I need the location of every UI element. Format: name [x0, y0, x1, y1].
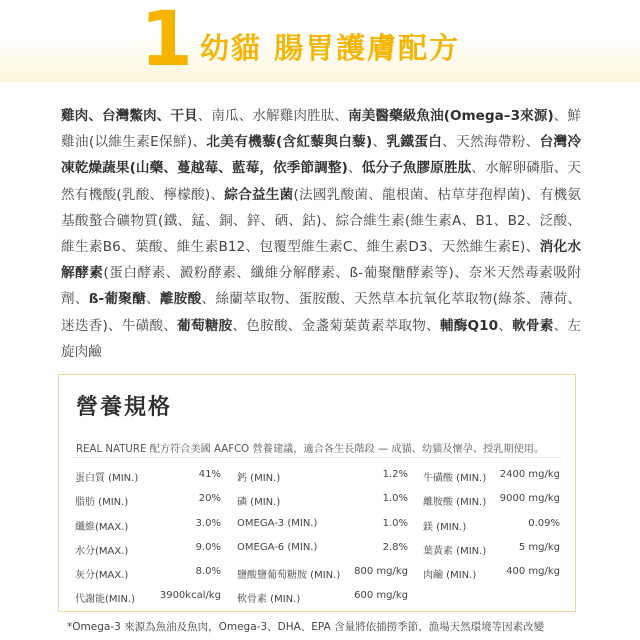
- ingredient-highlight: 軟骨素: [512, 317, 554, 334]
- ingredient-list: [61, 103, 581, 365]
- nutrient-name: 鎂 (MIN.): [423, 521, 467, 533]
- ingredient-text: 、: [372, 134, 387, 151]
- nutrient-value: 0.09%: [528, 517, 560, 529]
- ingredient-text: 、天然海帶粉、: [442, 134, 540, 151]
- nutrient-name: 水分(MAX.): [75, 545, 129, 557]
- ingredient-text: (法國乳酸菌、龍根菌、枯草芽孢桿菌)、有機氨基酸螯合礦物質(鐵、錳、銅、鋅、硒、鈷)、綜合維生素(維生素A、B1、B2、泛酸、維生素B6、葉酸、維生素B12、包覆型維生素C、維生素D3、天然維生素E)、: [61, 186, 582, 256]
- nutrient-value: 1.0%: [382, 493, 408, 505]
- nutrient-value: 20%: [198, 493, 221, 505]
- ingredient-highlight: 雞肉、: [61, 108, 103, 124]
- nutrient-value: 2.8%: [382, 541, 408, 553]
- nutrient-name: 離胺酸 (MIN.): [423, 497, 487, 509]
- ingredient-text: 、水解卵磷脂、天然有機酸(乳酸、檸檬酸)、: [61, 160, 582, 203]
- nutrient-value: 1.0%: [382, 517, 408, 529]
- nutrition-title: 營養規格: [76, 395, 173, 420]
- ingredient-highlight: 南美醫藥級魚油(Omega–3來源): [348, 108, 554, 124]
- nutrient-name: 葉黃素 (MIN.): [423, 545, 487, 557]
- nutrition-row: [75, 586, 565, 610]
- ingredient-highlight: 干貝: [170, 108, 198, 124]
- nutrient-name: 磷 (MIN.): [237, 497, 281, 509]
- ingredient-highlight: 輔酶Q10: [439, 317, 499, 334]
- ingredient-text: (蛋白酵素、澱粉酵素、纖維分解酵素、ß-葡聚醣酵素等)、奈米天然毒素吸附劑、: [61, 265, 582, 308]
- nutrition-description: REAL NATURE 配方符合美國 AAFCO 營養建議，適合各生長階段 — 成貓、幼貓及懷孕、授乳期使用。: [76, 444, 545, 455]
- ingredient-highlight: 台灣鱉肉、: [102, 108, 171, 124]
- nutrient-value: 3.0%: [195, 517, 221, 529]
- nutrient-name: 代謝能(MIN.): [75, 594, 136, 606]
- ingredient-highlight: 低分子魚膠原胜肽: [361, 160, 472, 177]
- nutrition-row: [75, 538, 565, 562]
- ingredient-highlight: 綜合益生菌: [224, 186, 294, 203]
- ingredient-highlight: 乳鐵蛋白: [386, 134, 443, 151]
- ingredient-text: 、南瓜、水解雞肉胜肽、: [197, 108, 349, 124]
- nutrient-name: OMEGA-6 (MIN.): [237, 541, 318, 553]
- formula-number: 1: [140, 0, 193, 83]
- nutrient-value: 2400 mg/kg: [499, 469, 560, 480]
- nutrient-name: 脂肪 (MIN.): [75, 497, 129, 509]
- ingredient-text: 、: [146, 291, 160, 308]
- ingredient-highlight: 北美有機藜(含紅藜與白藜): [206, 134, 373, 151]
- nutrition-row: [75, 562, 565, 586]
- nutrient-value: 8.0%: [195, 566, 221, 578]
- ingredient-text: 、色胺酸、金盞菊葉黃素萃取物、: [232, 317, 440, 334]
- nutrient-name: 鈣 (MIN.): [237, 473, 281, 484]
- nutrient-name: 灰分(MAX.): [75, 570, 129, 582]
- ingredient-highlight: ß-葡聚醣: [88, 291, 147, 308]
- nutrition-row: [75, 514, 565, 538]
- ingredient-text: 、: [347, 160, 362, 177]
- ingredient-text: 、絲蘭萃取物、蛋胺酸、天然草本抗氧化萃取物(綠茶、薄荷、迷迭香)、牛磺酸、: [61, 291, 582, 334]
- formula-title: 幼貓 腸胃護膚配方: [200, 31, 461, 65]
- nutrient-name: OMEGA-3 (MIN.): [237, 517, 318, 529]
- ingredient-highlight: 台灣冷凍乾燥蔬果(山藥、蔓越莓、藍莓，依季節調整): [61, 134, 582, 177]
- nutrition-table: [75, 465, 565, 611]
- nutrient-value: 3900kcal/kg: [159, 590, 221, 602]
- nutrient-value: 800 mg/kg: [354, 566, 408, 578]
- nutrient-value: 9.0%: [195, 541, 221, 553]
- nutrient-value: 600 mg/kg: [354, 590, 408, 602]
- nutrient-value: 1.2%: [382, 469, 408, 480]
- ingredient-highlight: 消化水解酵素: [61, 239, 581, 282]
- ingredient-text: 、: [498, 317, 513, 334]
- nutrient-value: 41%: [198, 469, 221, 480]
- nutrient-name: 肉鹼 (MIN.): [423, 570, 477, 582]
- nutrient-value: 5 mg/kg: [518, 541, 560, 553]
- nutrient-name: 纖維(MAX.): [75, 521, 129, 533]
- footnote: *Omega-3 來源為魚油及魚肉，Omega-3、DHA、EPA 含量將依捕撈季節、漁場天然環境等因素改變: [67, 621, 545, 633]
- nutrient-value: 9000 mg/kg: [499, 493, 560, 505]
- ingredient-text: 、左旋肉鹼: [61, 317, 582, 360]
- nutrient-name: 牛磺酸 (MIN.): [423, 473, 487, 484]
- ingredient-highlight: 離胺酸: [159, 291, 202, 308]
- header-banner: [0, 0, 640, 82]
- nutrient-name: 軟骨素 (MIN.): [237, 594, 301, 606]
- nutrition-row: [75, 489, 565, 513]
- nutrient-value: 400 mg/kg: [506, 566, 560, 578]
- nutrient-name: 鹽酸鹽葡萄糖胺 (MIN.): [237, 570, 341, 582]
- nutrition-panel: [58, 374, 576, 612]
- divider: [73, 457, 561, 458]
- nutrition-row: [75, 465, 565, 489]
- nutrient-name: 蛋白質 (MIN.): [75, 473, 139, 484]
- ingredient-text: 、鮮雞油(以維生素E保鮮)、: [61, 108, 582, 151]
- ingredient-highlight: 葡萄糖胺: [177, 317, 233, 334]
